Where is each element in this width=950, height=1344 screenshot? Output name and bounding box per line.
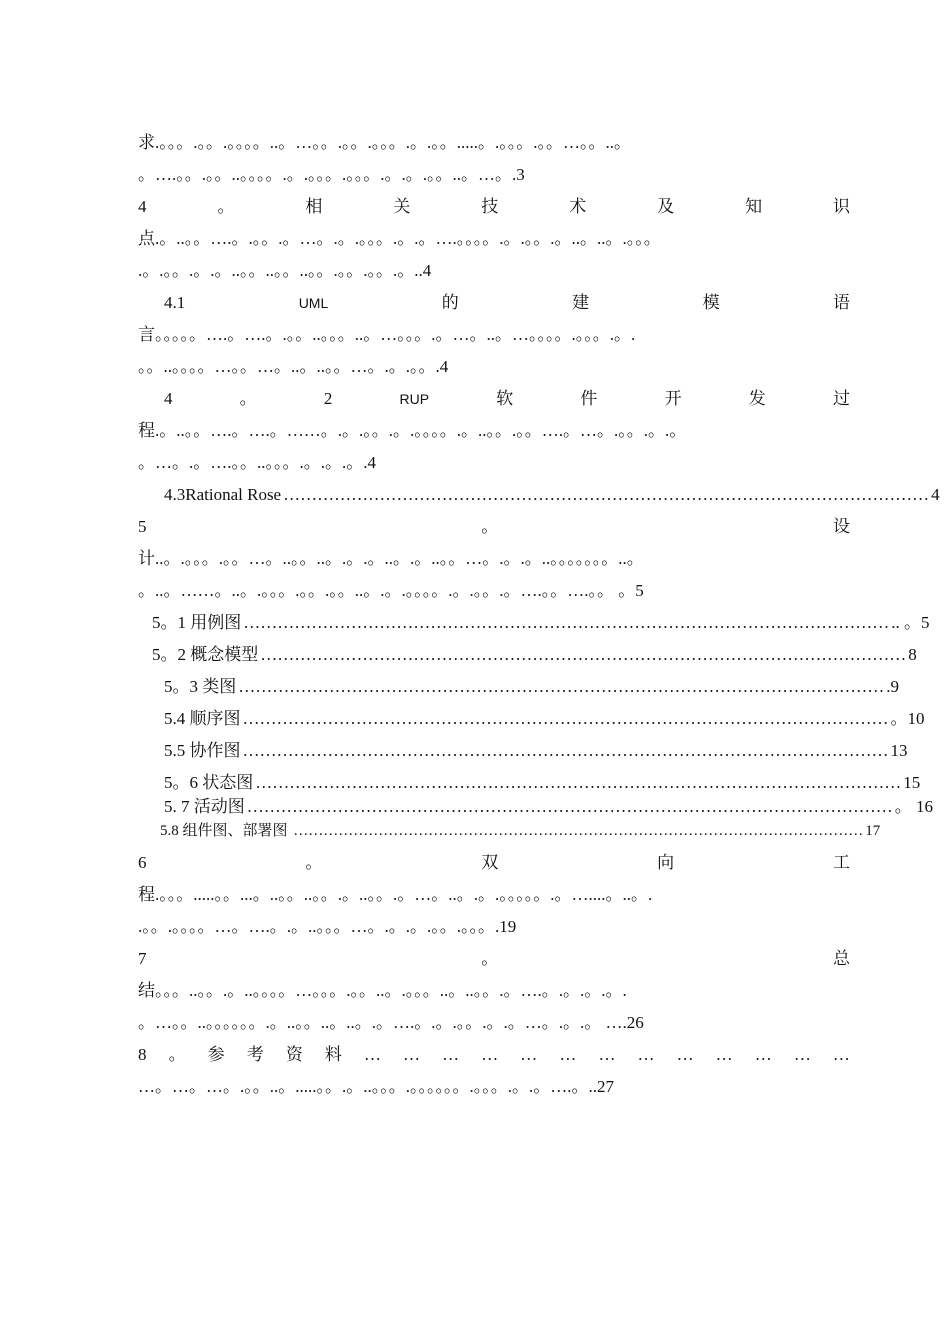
toc-line-11: 。…。.。….。。..。。。.。.。.。.4: [138, 453, 376, 472]
toc-word: 知: [745, 197, 763, 216]
toc-word: 设: [833, 517, 850, 536]
toc-word: 相: [305, 197, 323, 216]
toc-line-4: 点.。..。。….。.。。.。…。.。.。。。.。.。….。。。。.。.。。.。..。..。.。。。: [138, 229, 661, 248]
toc-page-number: 8: [908, 645, 917, 664]
toc-word: 资: [285, 1045, 303, 1064]
toc-page-number: .. 。5: [891, 613, 930, 632]
toc-word: …: [832, 1045, 850, 1064]
toc-word: 的: [441, 293, 459, 312]
toc-line-28: 结。。。..。。.。..。。。。…。。。.。。..。.。。。..。..。。.。….。.。.。.。.: [138, 981, 627, 1000]
toc-line-29: 。…。。..。。。。。。.。..。。..。..。.。….。.。.。。.。.。…。.。.。 ….26: [138, 1013, 644, 1032]
dot-leader: ……………………………………………………………………………………………………: [242, 741, 889, 760]
toc-word: UML: [298, 295, 329, 311]
toc-entry-4-1[interactable]: [164, 288, 850, 318]
toc-entry-5-4[interactable]: [164, 704, 925, 734]
toc-entry-5-5[interactable]: [164, 736, 908, 766]
toc-word: 7: [138, 949, 147, 968]
toc-word: 料: [324, 1045, 342, 1064]
toc-line-1: 求.。。。.。。.。。。。..。…。。.。。.。。。.。.。。.....。.。。。.。。…。。..。: [138, 133, 631, 152]
toc-word: 软: [496, 389, 514, 408]
toc-line-26: .。。.。。。。…。….。.。..。。。…。.。.。.。。.。。。.19: [138, 917, 517, 936]
toc-entry-5-1[interactable]: [152, 608, 930, 638]
toc-word: 件: [580, 389, 598, 408]
toc-word: …: [598, 1045, 616, 1064]
toc-word: 双: [481, 853, 499, 872]
dot-leader: ……………………………………………………………………………………………………: [246, 797, 893, 816]
toc-word: 8: [138, 1045, 147, 1064]
toc-word: …: [520, 1045, 538, 1064]
toc-entry-label: 5.5 协作图: [164, 741, 241, 760]
toc-word: 开: [664, 389, 682, 408]
toc-entry-7-heading[interactable]: [138, 944, 850, 974]
dot-leader: ……………………………………………………………………………………………………: [289, 823, 864, 839]
toc-word: …: [793, 1045, 811, 1064]
toc-word: …: [481, 1045, 499, 1064]
toc-word: 建: [572, 293, 590, 312]
toc-word: 过: [832, 389, 850, 408]
toc-page-number: 。 16: [894, 797, 933, 816]
toc-line-15: 。..。……。..。.。。。.。。.。。..。.。.。。。。.。.。。.。….。。….。。 。5: [138, 581, 644, 600]
toc-word: 。: [481, 949, 499, 968]
toc-word: 模: [702, 293, 720, 312]
toc-page-number: 15: [903, 773, 921, 792]
toc-word: …: [442, 1045, 460, 1064]
toc-entry-6-heading[interactable]: [138, 848, 850, 878]
toc-word: 。: [217, 197, 235, 216]
toc-entry-8-heading[interactable]: [138, 1040, 850, 1070]
toc-word: 关: [393, 197, 411, 216]
toc-entry-label: 5.8 组件图、部署图: [160, 823, 288, 839]
toc-word: 技: [481, 197, 499, 216]
toc-word: 。: [239, 389, 257, 408]
dot-leader: ……………………………………………………………………………………………………: [242, 709, 889, 728]
toc-page-number: .9: [886, 677, 899, 696]
toc-word: …: [559, 1045, 577, 1064]
toc-line-14: 计..。.。。。.。。…。..。。..。.。.。..。.。..。。…。.。.。..。。。。。。。..。: [138, 549, 644, 568]
toc-line-8: 。。..。。。。…。。…。..。..。。…。.。.。。.4: [138, 357, 449, 376]
toc-word: 4.1: [164, 293, 186, 312]
toc-word: …: [754, 1045, 772, 1064]
toc-entry-label: 5。6 状态图: [164, 773, 254, 792]
toc-entry-label: 5. 7 活动图: [164, 797, 245, 816]
toc-entry-5-3[interactable]: [164, 672, 899, 702]
toc-line-5: .。.。。.。.。..。。..。。..。。.。。.。。.。..4: [138, 261, 432, 280]
toc-word: 4: [138, 197, 147, 216]
toc-page-number: 4: [931, 485, 940, 504]
toc-word: RUP: [399, 391, 430, 407]
toc-word: 6: [138, 853, 147, 872]
toc-word: 发: [748, 389, 766, 408]
toc-word: 2: [323, 389, 333, 408]
toc-word: 4: [164, 389, 173, 408]
toc-word: …: [715, 1045, 733, 1064]
toc-line-10: 程.。..。。….。….。……。.。.。。.。.。。。。.。..。。.。。….。…。.。。.。.。: [138, 421, 687, 440]
dot-leader: ……………………………………………………………………………………………………: [260, 645, 907, 664]
toc-word: 工: [833, 853, 850, 872]
toc-entry-label: 5。2 概念模型: [152, 645, 259, 664]
toc-entry-label: 4.3Rational Rose: [164, 485, 282, 504]
toc-line-2: 。….。。.。。..。。。。.。.。。。.。。。.。.。.。。..。…。.3: [138, 165, 525, 184]
toc-word: 总: [833, 949, 850, 968]
dot-leader: ……………………………………………………………………………………………………: [243, 613, 890, 632]
toc-word: 参: [207, 1045, 225, 1064]
toc-word: …: [403, 1045, 421, 1064]
toc-word: 向: [657, 853, 675, 872]
toc-line-25: 程.。。。.....。。...。..。。..。。.。..。。.。…。..。.。.。。。。。.。…....。..。.: [138, 885, 653, 904]
toc-word: 语: [833, 293, 850, 312]
toc-entry-label: 5.4 顺序图: [164, 709, 241, 728]
toc-page-number: 。10: [890, 709, 925, 728]
toc-word: 术: [569, 197, 587, 216]
toc-line-7: 言。。。。。….。….。.。。..。。。..。…。。。.。…。..。…。。。。.。。。.。.: [138, 325, 636, 344]
toc-entry-label: 5。1 用例图: [152, 613, 242, 632]
toc-page-number: 17: [865, 823, 881, 839]
toc-entry-4-heading[interactable]: [138, 192, 850, 222]
toc-word: …: [637, 1045, 655, 1064]
toc-word: 考: [246, 1045, 264, 1064]
toc-entry-5-heading[interactable]: [138, 512, 850, 542]
toc-word: 。: [481, 517, 499, 536]
toc-word: …: [363, 1045, 381, 1064]
dot-leader: ……………………………………………………………………………………………………: [255, 773, 902, 792]
toc-entry-5-2[interactable]: [152, 640, 917, 670]
toc-entry-4-2[interactable]: [164, 384, 850, 414]
toc-word: 。: [305, 853, 323, 872]
toc-word: 及: [657, 197, 675, 216]
toc-entry-label: 5。3 类图: [164, 677, 237, 696]
toc-word: 5: [138, 517, 147, 536]
dot-leader: ……………………………………………………………………………………………………: [238, 677, 885, 696]
toc-line-31: …。…。…。.。。..。.....。。.。..。。。.。。。。。。.。。。.。.。….。..27: [138, 1077, 614, 1096]
dot-leader: ……………………………………………………………………………………………………: [283, 485, 930, 504]
toc-entry-5-8[interactable]: [160, 816, 881, 846]
toc-word: 。: [168, 1045, 186, 1064]
toc-word: …: [676, 1045, 694, 1064]
toc-page-number: 13: [890, 741, 908, 760]
toc-word: 识: [833, 197, 850, 216]
toc-entry-4-3[interactable]: [164, 480, 940, 510]
